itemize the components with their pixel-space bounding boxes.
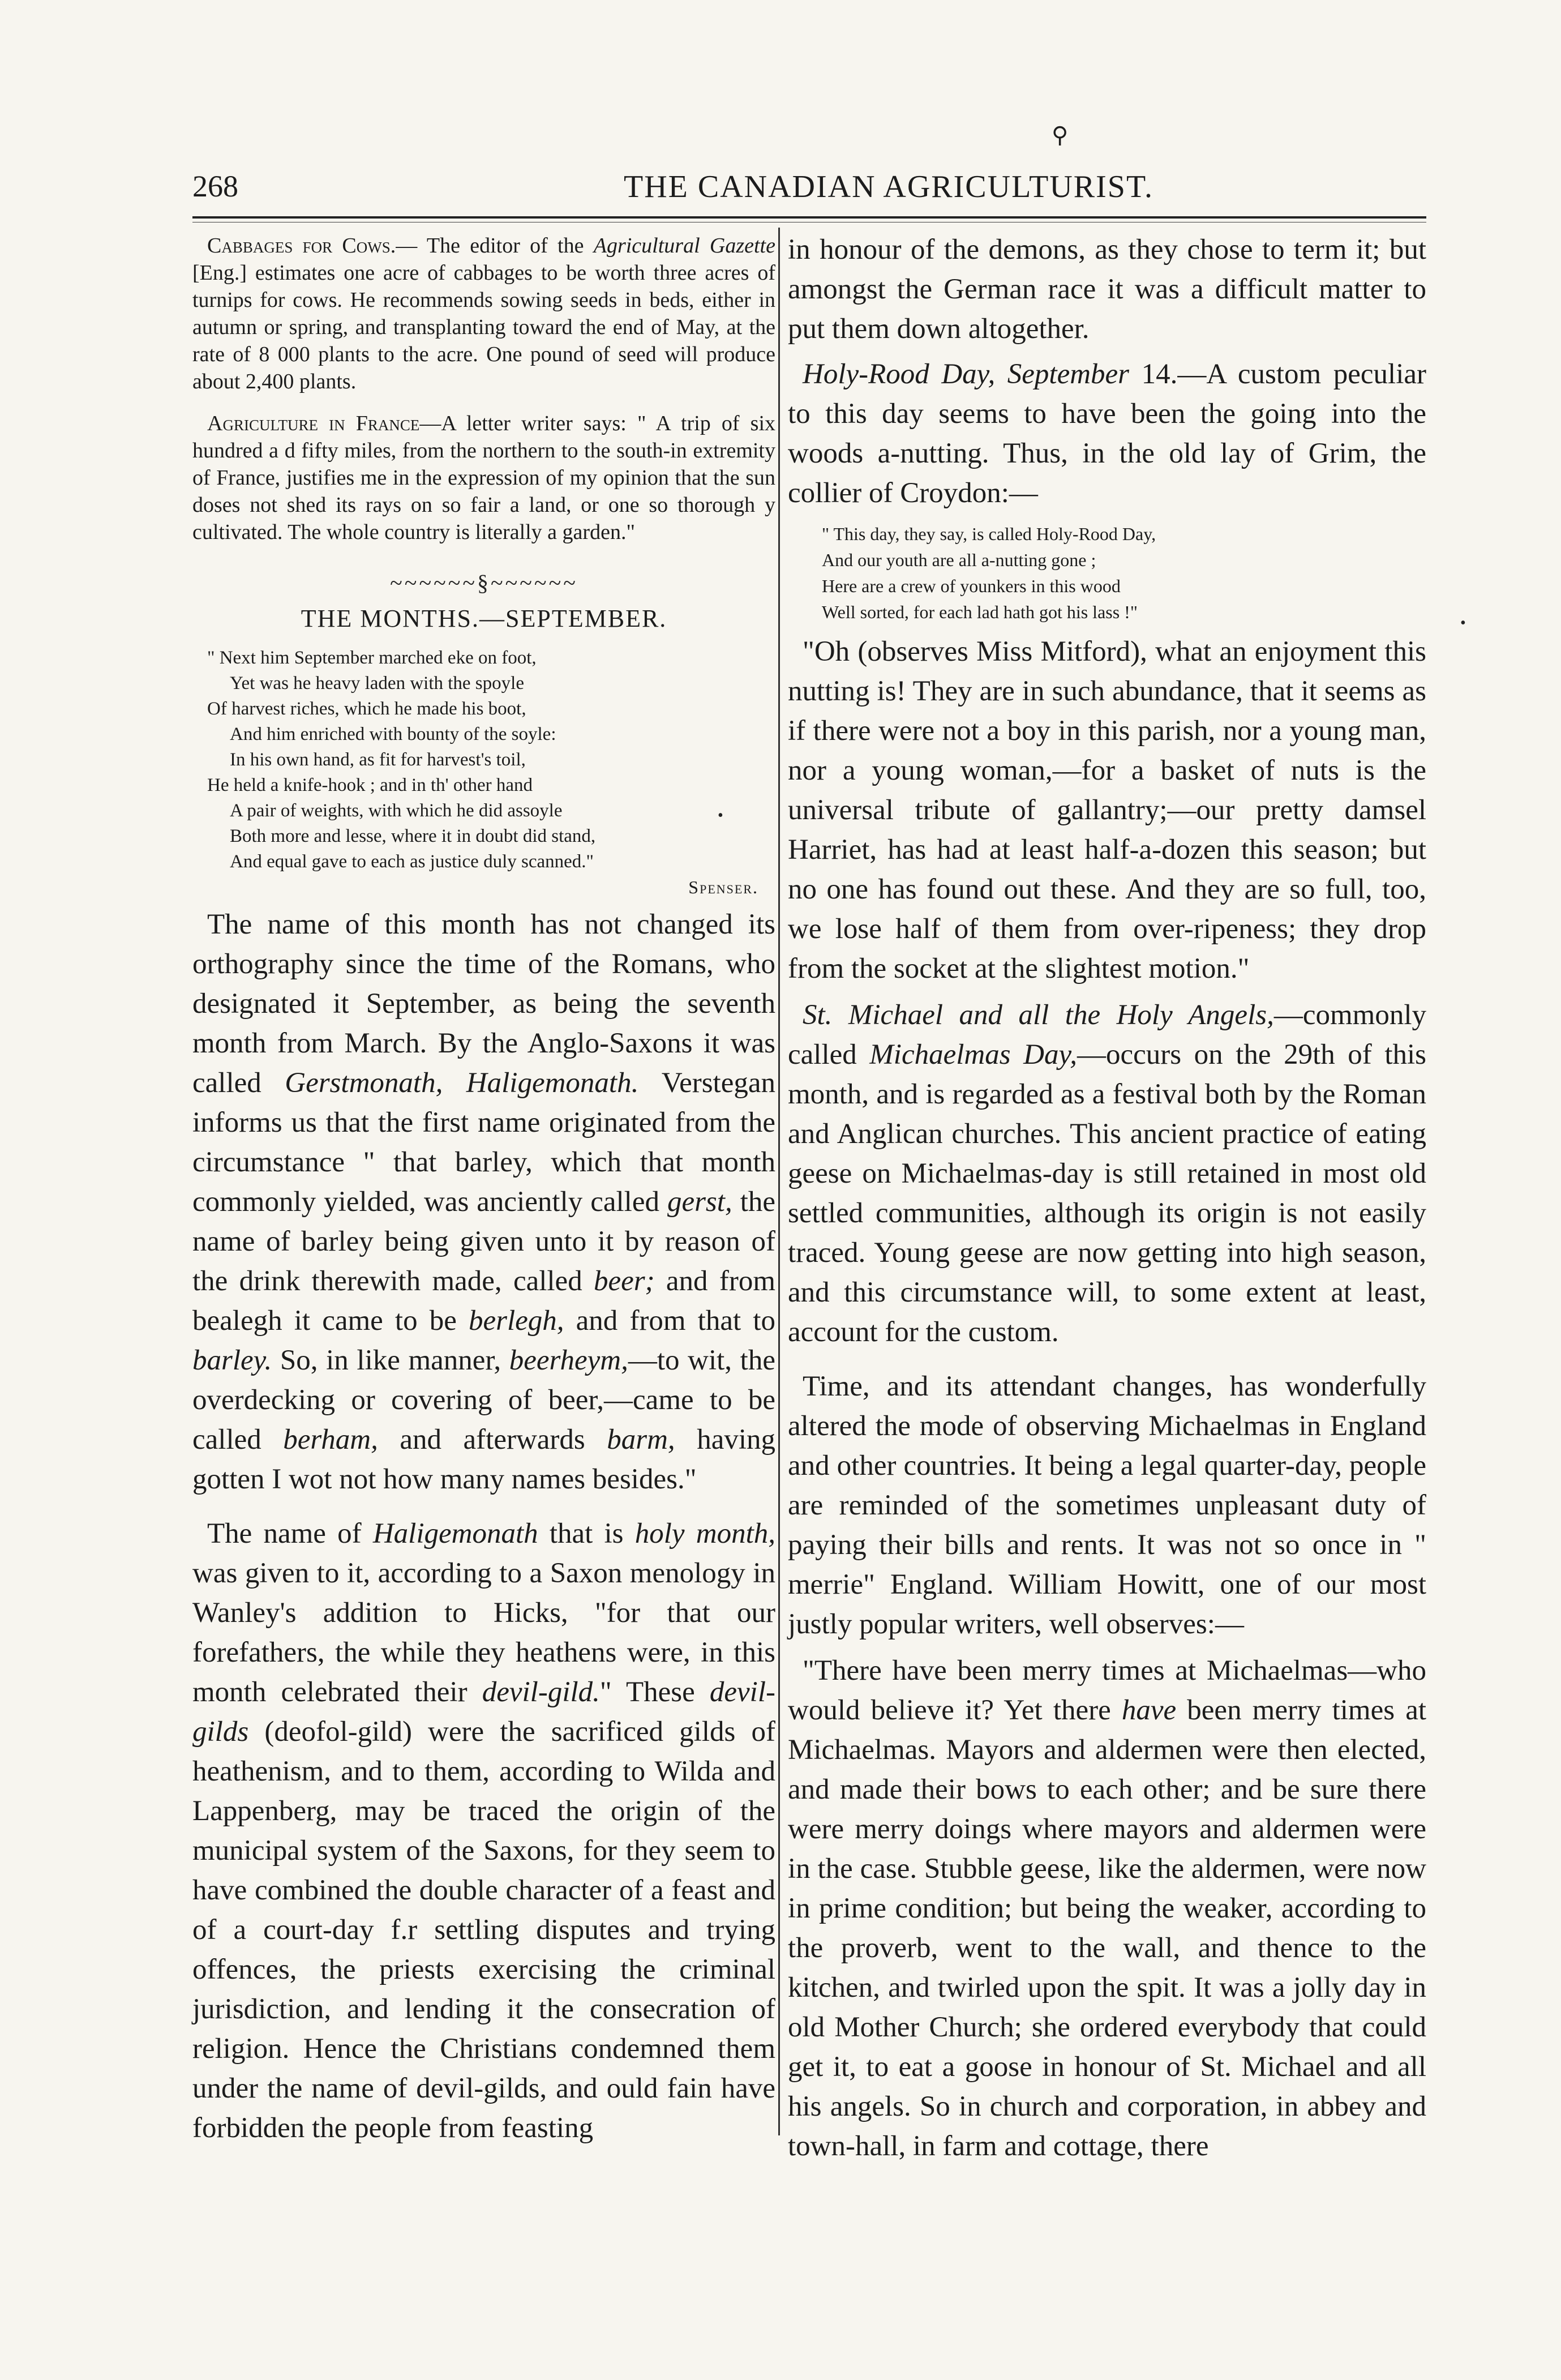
text-run: —commonly called bbox=[788, 999, 1426, 1071]
italic-run: Holy-Rood Day, September bbox=[803, 358, 1130, 390]
text-run: was given to it, according to a Saxon menology in Wanley's addition to Hicks, "for that our forefathers, the while they heathens were, in this month celebrated their bbox=[192, 1557, 775, 1708]
poem-line: A pair of weights, with which he did assoyle bbox=[230, 801, 563, 821]
publication-name: Agricultural Gazette bbox=[593, 234, 775, 258]
month-name-paragraph bbox=[192, 905, 775, 1499]
italic-run: devil-gild. bbox=[482, 1676, 600, 1708]
text-run: having gotten I wot not how many names besides." bbox=[192, 1424, 775, 1495]
text-run: and from bealegh it came to be bbox=[192, 1265, 775, 1337]
left-column bbox=[192, 232, 775, 2148]
agriculture-france-paragraph bbox=[192, 410, 775, 546]
italic-run: barley. bbox=[192, 1345, 272, 1376]
poem-line: And our youth are all a-nutting gone ; bbox=[822, 550, 1096, 570]
poem-line: " Next him September marched eke on foot, bbox=[207, 648, 537, 668]
grim-poem bbox=[788, 521, 1426, 625]
cabbages-text-2: [Eng.] estimates one acre of cabbages to be worth three acres of turnips for cows. He recommends sowing seeds in beds, either in autumn or spring, and transplanting toward the end of May, at the rate of 8 000 plants to the acre. One pound of seed will produce about 2,400 plants. bbox=[192, 261, 775, 393]
text-run: The name of bbox=[207, 1518, 373, 1549]
poem-line: In his own hand, as fit for harvest's toil, bbox=[230, 750, 526, 770]
italic-run: Michaelmas Day, bbox=[869, 1039, 1078, 1071]
text-run: The name of this month has not changed its orthography since the time of the Romans, who designated it September, as being the seventh month from March. By the Anglo-Saxons it was called bbox=[192, 909, 775, 1099]
merry-times-paragraph bbox=[788, 1651, 1426, 2166]
poem-line: Both more and lesse, where it in doubt did stand, bbox=[230, 826, 596, 846]
header-rule bbox=[192, 216, 1426, 219]
italic-run: barm, bbox=[607, 1424, 675, 1456]
page-header bbox=[192, 164, 1426, 209]
cabbages-text-1: — The editor of the bbox=[396, 234, 594, 258]
print-speck: • bbox=[1460, 614, 1466, 632]
text-run: and afterwards bbox=[378, 1424, 607, 1456]
italic-run: Gerstmonath, Haligemonath. bbox=[285, 1067, 639, 1099]
section-ornament: ~~~~~~§~~~~~~ bbox=[390, 570, 578, 596]
poem-line: He held a knife-hook ; and in th' other hand bbox=[207, 775, 533, 795]
cabbages-paragraph bbox=[192, 232, 775, 395]
text-run: (deofol-gild) were the sacrificed gilds of heathenism, and to them, according to Wilda and Lappenberg, may be traced the origin of the municipal system of the Saxons, for they seem to have combined the double character of a feast and of a court-day f.r settling disputes and trying offences, the priests exercising the criminal jurisdiction, and lending it the consecration of religion. Hence the Christians condemned them under the name of devil-gilds, and ould fain have forbidden the people from feasting bbox=[192, 1716, 775, 2144]
right-column bbox=[788, 230, 1426, 2166]
text-run: " These bbox=[599, 1676, 710, 1708]
italic-run: have bbox=[1121, 1694, 1177, 1726]
running-title: THE CANADIAN AGRICULTURIST. bbox=[624, 169, 1153, 204]
agriculture-france-heading: Agriculture in France bbox=[207, 412, 420, 435]
demons-paragraph: in honour of the demons, as they chose to term it; but amongst the German race it was a difficult matter to put them down altogether. bbox=[788, 234, 1426, 345]
italic-run: holy month, bbox=[634, 1518, 776, 1549]
text-run: that is bbox=[538, 1518, 635, 1549]
text-run: —occurs on the 29th of this month, and is regarded as a festival both by the Roman and Anglican churches. This ancient practice of eating geese on Michaelmas-day is still retained in most old settled communities, although its origin is not easily traced. Young geese are now getting into high season, and this circumstance will, to some extent at least, account for the custom. bbox=[788, 1039, 1427, 1348]
text-run: "There have been merry times at Michaelmas—who would believe it? Yet there bbox=[788, 1655, 1426, 1726]
poem-line: " This day, they say, is called Holy-Rood Day, bbox=[822, 524, 1156, 544]
italic-run: beer; bbox=[594, 1265, 655, 1297]
poem-attribution: Spenser. bbox=[688, 877, 758, 897]
italic-run: berham, bbox=[283, 1424, 378, 1456]
months-section-title: THE MONTHS.—SEPTEMBER. bbox=[301, 605, 667, 632]
italic-run: gerst, bbox=[667, 1186, 732, 1218]
poem-line: Well sorted, for each lad hath got his lass !" bbox=[822, 602, 1138, 622]
mitford-paragraph: "Oh (observes Miss Mitford), what an enjoyment this nutting is! They are in such abundance, that it seems as if there were not a boy in this parish, nor a young man, nor a young woman,—for a basket of nuts is the universal tribute of gallantry;—our pretty damsel Harriet, has had at least half-a-dozen this season; but no one has found out these. And they are so full, too, we lose half of them from over-ripeness; they drop from the socket at the slightest motion." bbox=[788, 636, 1426, 984]
poem-line: And equal gave to each as justice duly scanned." bbox=[230, 851, 594, 872]
printer-mark: ⚲ bbox=[1052, 122, 1069, 148]
poem-line: Yet was he heavy laden with the spoyle bbox=[230, 673, 524, 694]
time-changes-paragraph: Time, and its attendant changes, has wonderfully altered the mode of observing Michaelmas in England and other countries. It being a legal quarter-day, people are reminded of the sometimes unpleasant duty of paying their bills and rents. It was not so once in " merrie" England. William Howitt, one of our most justly popular writers, well observes:— bbox=[788, 1371, 1426, 1640]
holy-month-paragraph bbox=[192, 1514, 775, 2148]
text-run: been merry times at Michaelmas. Mayors and aldermen were then elected, and made their bows to each other; and be sure there were merry doings where mayors and aldermen were in the case. Stubble geese, like the aldermen, were now in prime condition; but being the weaker, according to the proverb, went to the wall, and thence to the kitchen, and twirled upon the spit. It was a jolly day in old Mother Church; she ordered everybody that could get it, to eat a goose in honour of St. Michael and all his angels. So in church and corporation, in abbey and town-hall, in farm and cottage, there bbox=[788, 1694, 1426, 2162]
page-number: 268 bbox=[192, 169, 238, 203]
september-poem bbox=[192, 645, 775, 875]
italic-run: Haligemonath bbox=[372, 1518, 538, 1549]
poem-line: Of harvest riches, which he made his boot, bbox=[207, 699, 526, 719]
italic-run: beerheym, bbox=[509, 1345, 628, 1376]
michaelmas-paragraph bbox=[788, 995, 1426, 1352]
cabbages-heading: Cabbages for Cows. bbox=[207, 234, 396, 258]
text-run: So, in like manner, bbox=[272, 1345, 509, 1376]
print-speck: • bbox=[718, 807, 723, 824]
italic-run: devil-gilds bbox=[192, 1676, 775, 1748]
column-divider bbox=[778, 228, 780, 2135]
holy-rood-paragraph bbox=[788, 354, 1426, 513]
poem-line: Here are a crew of younkers in this wood bbox=[822, 576, 1121, 596]
text-run: 14.—A custom peculiar to this day seems to have been the going into the woods a-nutting. Thus, in the old lay of Grim, the collier of Croydon:— bbox=[788, 358, 1426, 509]
text-run: Verstegan informs us that the first name originated from the circumstance " that barley, which that month commonly yielded, was anciently called bbox=[192, 1067, 776, 1218]
text-run: —to wit, the overdecking or covering of beer,—came to be called bbox=[192, 1345, 775, 1456]
agriculture-france-text: —A letter writer says: " A trip of six hundred a d fifty miles, from the northern to the south-in extremity of France, justifies me in the expression of my opinion that the sun doses not shed its rays on so fair a land, or one so thorough y cultivated. The whole country is literally a garden." bbox=[192, 412, 775, 544]
text-run: the name of barley being given unto it by reason of the drink therewith made, called bbox=[192, 1186, 776, 1297]
italic-run: St. Michael and all the Holy Angels, bbox=[803, 999, 1274, 1031]
italic-run: berlegh, bbox=[468, 1305, 564, 1337]
text-run: and from that to bbox=[564, 1305, 775, 1337]
poem-line: And him enriched with bounty of the soyle: bbox=[230, 724, 556, 744]
